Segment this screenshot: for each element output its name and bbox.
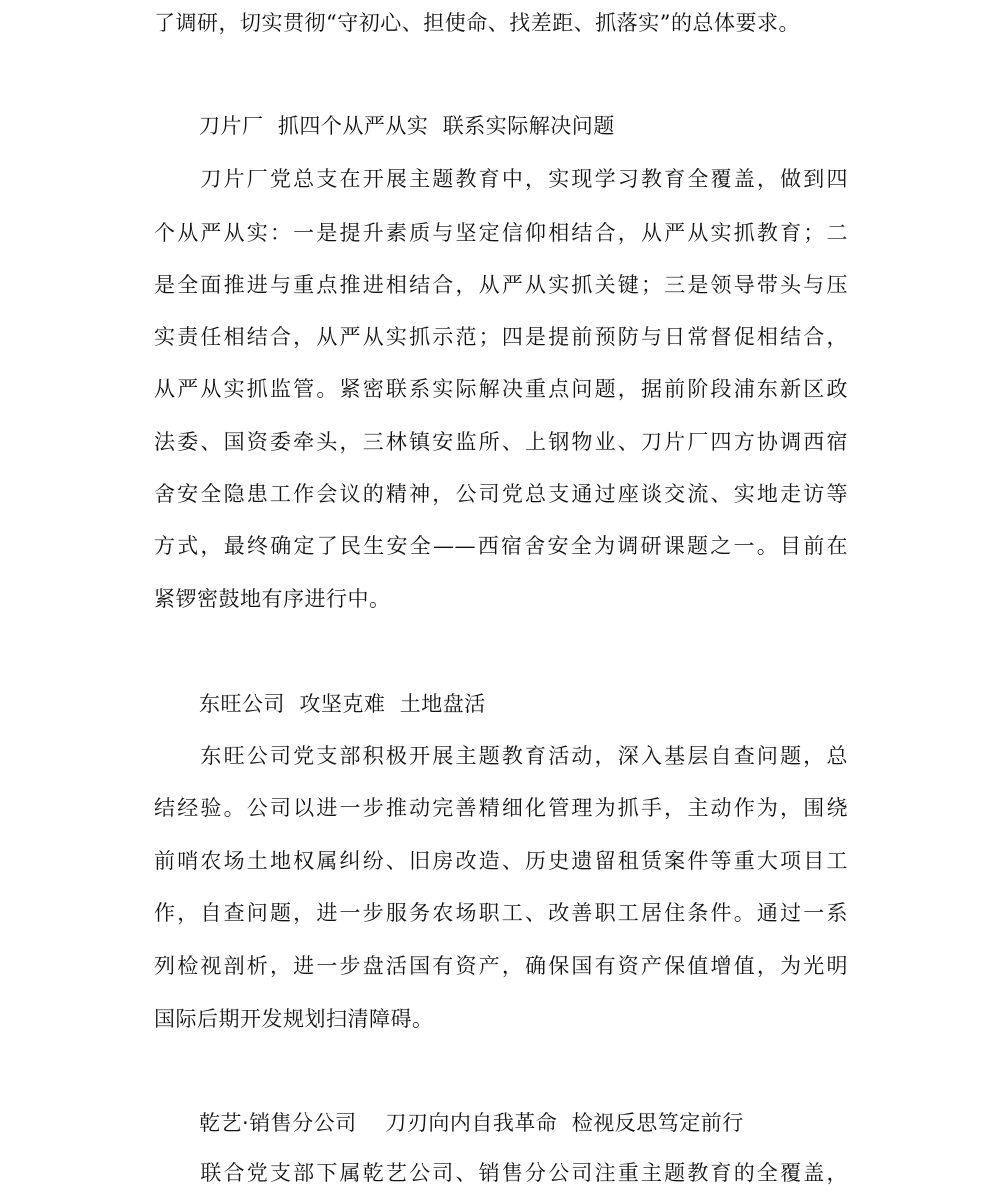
- paragraph-line: 舍安全隐患工作会议的精神，公司党总支通过座谈交流、实地走访等: [154, 482, 848, 506]
- paragraph-line: 国际后期开发规划扫清障碍。: [154, 1007, 434, 1031]
- paragraph-line: 法委、国资委牵头，三林镇安监所、上钢物业、刀片厂四方协调西宿: [154, 430, 848, 454]
- paragraph-line: 紧锣密鼓地有序进行中。: [154, 587, 391, 611]
- paragraph-line: 作，自查问题，进一步服务农场职工、改善职工居住条件。通过一系: [154, 901, 848, 925]
- paragraph-line: 个从严从实：一是提升素质与坚定信仰相结合，从严从实抓教育；二: [154, 221, 848, 245]
- paragraph-line: 是全面推进与重点推进相结合，从严从实抓关键；三是领导带头与压: [154, 273, 848, 297]
- paragraph-line: 东旺公司党支部积极开展主题教育活动，深入基层自查问题，总: [154, 744, 848, 768]
- paragraph-line: 实责任相结合，从严从实抓示范；四是提前预防与日常督促相结合，: [154, 325, 848, 349]
- paragraph-line: 从严从实抓监管。紧密联系实际解决重点问题，据前阶段浦东新区政: [154, 377, 848, 401]
- section-heading-dao-pian-chang: 刀片厂 抓四个从严从实 联系实际解决问题: [199, 114, 615, 138]
- paragraph-line: 刀片厂党总支在开展主题教育中，实现学习教育全覆盖，做到四: [154, 167, 848, 191]
- paragraph-line: 方式，最终确定了民生安全——西宿舍安全为调研课题之一。目前在: [154, 534, 848, 558]
- section-heading-dong-wang: 东旺公司 攻坚克难 土地盘活: [199, 692, 486, 716]
- paragraph-line: 前哨农场土地权属纠纷、旧房改造、历史遗留租赁案件等重大项目工: [154, 849, 848, 873]
- paragraph-line: 联合党支部下属乾艺公司、销售分公司注重主题教育的全覆盖，: [154, 1161, 848, 1185]
- intro-paragraph-line: 了调研，切实贯彻“守初心、担使命、找差距、抓落实”的总体要求。: [154, 11, 800, 35]
- section-heading-qian-yi: 乾艺·销售分公司 刀刃向内自我革命 检视反思笃定前行: [199, 1111, 744, 1135]
- paragraph-line: 结经验。公司以进一步推动完善精细化管理为抓手，主动作为，围绕: [154, 796, 848, 820]
- paragraph-line: 列检视剖析，进一步盘活国有资产，确保国有资产保值增值，为光明: [154, 954, 848, 978]
